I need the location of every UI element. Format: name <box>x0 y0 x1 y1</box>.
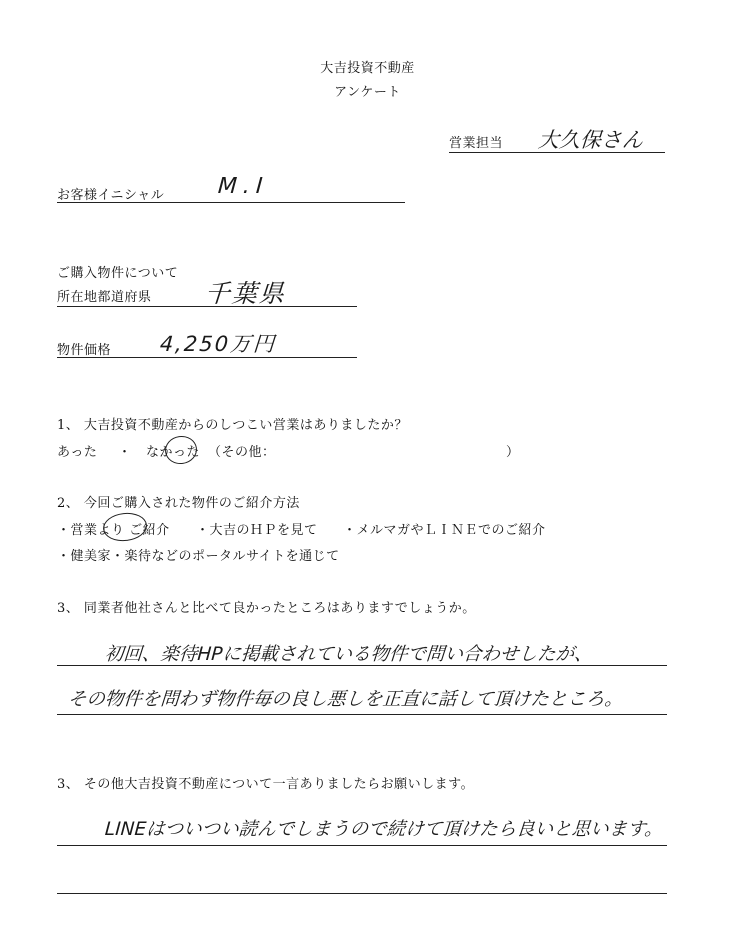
q2-option-homepage: ・大吉のＨＰを見て <box>196 523 318 538</box>
q2-option-newsletter: ・メルマガやＬＩＮＥでのご紹介 <box>343 523 546 538</box>
company-title: 大吉投資不動産 <box>320 61 415 76</box>
location-value: 千葉県 <box>203 279 287 308</box>
q1-separator: ・ <box>118 445 132 460</box>
location-underline <box>57 306 357 307</box>
price-underline <box>57 357 357 358</box>
sales-rep-underline <box>449 152 665 153</box>
customer-initials-label: お客様イニシャル <box>57 188 165 203</box>
survey-subtitle: アンケート <box>334 85 401 100</box>
price-label: 物件価格 <box>57 343 112 358</box>
q1-other-close: ） <box>506 445 520 460</box>
q3-answer-underline2 <box>57 714 667 715</box>
q1-option-no: なかった <box>146 445 201 460</box>
q3-answer-underline1 <box>57 665 667 666</box>
q1-question: 1、 大吉投資不動産からのしつこい営業はありましたか？ <box>57 418 408 433</box>
q2-option-sales: ・営業より ご紹介 <box>57 523 170 538</box>
q4-question: 3、 その他大吉投資不動産について一言ありましたらお願いします。 <box>57 777 475 792</box>
price-value: 4,250万円 <box>159 332 277 356</box>
q4-answer-underline1 <box>57 845 667 846</box>
q1-option-yes: あった <box>57 445 98 460</box>
q1-selection-circle <box>163 434 199 466</box>
sales-rep-label: 営業担当 <box>449 136 504 151</box>
q4-answer-underline2 <box>57 893 667 894</box>
customer-initials-underline <box>57 202 405 203</box>
customer-initials-value: M.I <box>217 174 270 199</box>
location-label: 所在地都道府県 <box>57 290 152 305</box>
q3-answer-line2: その物件を問わず物件毎の良し悪しを正直に話して頂けたところ。 <box>67 689 624 710</box>
q2-question: 2、 今回ご購入された物件のご紹介方法 <box>57 496 300 511</box>
q3-answer-line1: 初回、楽待HPに掲載されている物件で問い合わせしたが、 <box>104 644 594 665</box>
property-intro: ご購入物件について <box>57 266 179 281</box>
q2-option-portal: ・健美家・楽待などのポータルサイトを通じて <box>57 549 340 564</box>
sales-rep-value: 大久保さん <box>537 128 644 152</box>
q2-selection-circle <box>102 511 149 543</box>
q3-question: 3、 同業者他社さんと比べて良かったところはありますでしょうか。 <box>57 601 476 616</box>
q1-other-open: （その他： <box>208 445 276 460</box>
q4-answer-line1: LINEはついつい読んでしまうので続けて頂けたら良いと思います。 <box>104 819 664 840</box>
